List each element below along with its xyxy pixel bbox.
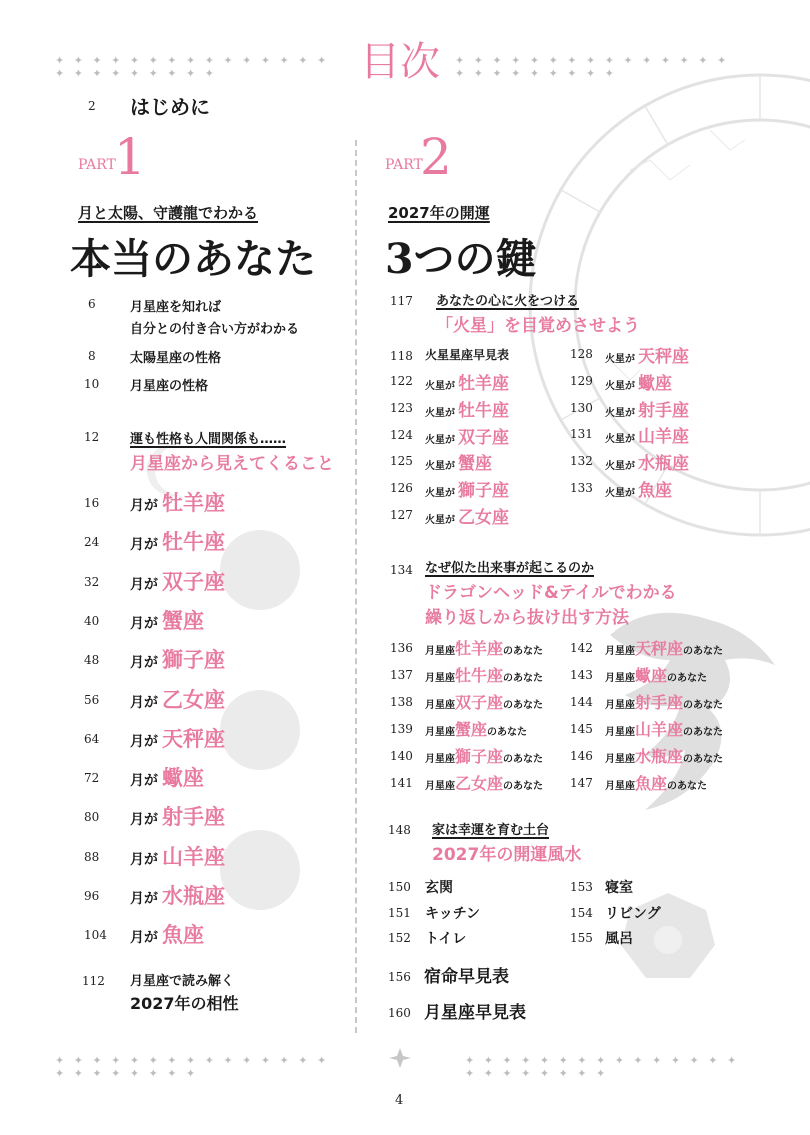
moon-sign-name: 天秤座 [162,726,225,751]
dragon-sign-link[interactable] [425,663,543,686]
mars-prefix: 火星が [425,488,455,500]
moon-sign-name: 蟹座 [162,608,204,633]
part1-label: PART [78,157,116,173]
dragon-prefix: 月星座 [425,646,455,657]
part1-subtitle: 月と太陽、守護龍でわかる [78,204,259,222]
room-link[interactable]: キッチン [425,905,481,922]
dragon-suffix: のあなた [503,781,544,792]
mars-sign-link[interactable] [605,476,672,501]
mars-sign-link[interactable] [425,449,492,474]
room-link[interactable]: リビング [605,905,661,922]
part1-item-num: 6 [88,297,96,311]
room-page-number: 151 [388,905,411,920]
moon-sign-link[interactable] [130,566,225,596]
mars-sign-link[interactable] [605,369,672,394]
mars-sign-link[interactable] [425,476,509,501]
mars-sign-link[interactable] [605,449,689,474]
dragon-sign-name: 山羊座 [635,720,684,739]
mars-page-number: 124 [390,427,413,442]
moon-sign-name: 双子座 [162,569,225,594]
dragon-page-number: 140 [390,749,413,763]
moon-sign-name: 乙女座 [162,687,225,712]
mars-sign-name: 牡牛座 [458,400,509,421]
mars-page-number: 122 [390,374,413,388]
dragon-sign-link[interactable] [425,717,527,740]
part1-item-link[interactable]: 月星座を知れば [130,300,222,315]
dragon-suffix: のあなた [503,673,544,684]
mars-sign-name: 山羊座 [638,427,689,448]
mars-prefix: 火星が [425,461,455,473]
dragon-sign-link[interactable] [425,690,543,713]
moon-sign-link[interactable] [130,880,225,910]
mars-prefix: 火星が [425,407,455,419]
moon-sign-name: 射手座 [162,805,225,830]
moon-prefix: 月が [130,812,158,829]
mars-prefix: 火星が [605,354,635,365]
part1-item-link[interactable]: 太陽星座の性格 [130,351,222,366]
fengshui-highlight-link[interactable]: 2027年の開運風水 [432,845,582,865]
moon-sign-name: 水瓶座 [162,884,225,908]
mars-sign-name: 水瓶座 [638,454,689,475]
part1-number: 1 [114,128,146,186]
dragon-page-number: 145 [570,722,593,736]
dragon-sign-link[interactable] [425,744,543,767]
section-num: 12 [84,430,100,444]
footer-ornament-icon [340,1040,460,1076]
moon-sign-link[interactable] [130,644,225,674]
intro-page-number: 2 [88,99,96,113]
dragon-sign-name: 牡牛座 [455,666,504,685]
moon-page-number: 96 [84,889,100,903]
room-page-number: 150 [388,880,411,894]
moon-page-number: 72 [84,771,100,786]
room-link[interactable]: トイレ [425,931,467,947]
header-star-rule-left: ✦ ✦ ✦ ✦ ✦ ✦ ✦ ✦ ✦ ✦ ✦ ✦ ✦ ✦ ✦ ✦ ✦ ✦ ✦ ✦ ✦ ✦ ✦ ✦ [55,54,330,80]
dragon-prefix: 月星座 [425,700,455,711]
dragon-page-number: 144 [570,695,593,709]
dragon-page-number: 136 [390,641,413,655]
dragon-prefix: 月星座 [605,781,635,792]
mars-prefix: 火星が [425,381,455,392]
room-link[interactable]: 風呂 [605,931,633,947]
mars-page-number: 126 [390,481,413,496]
part2-title: 3つの鍵 [385,235,537,283]
mars-sign-link[interactable] [425,369,509,394]
mars-page-number: 130 [570,400,593,415]
moon-prefix: 月が [130,773,158,790]
dragon-prefix: 月星座 [605,727,635,738]
part1-item-link[interactable]: 月星座の性格 [130,379,209,394]
moon-prefix: 月が [130,615,158,632]
dragon-sign-name: 蟹座 [455,720,488,739]
dragon-sign-name: 蠍座 [635,666,668,685]
part1-item-num: 8 [88,349,96,363]
moon-sign-link[interactable] [130,919,204,949]
moon-prefix: 月が [130,891,158,907]
dragon-prefix: 月星座 [605,673,635,684]
moon-prefix: 月が [130,930,158,947]
footer-star-rule-left: ✦ ✦ ✦ ✦ ✦ ✦ ✦ ✦ ✦ ✦ ✦ ✦ ✦ ✦ ✦ ✦ ✦ ✦ ✦ ✦ ✦ ✦ ✦ [55,1054,330,1080]
dragon-page-number: 137 [390,668,413,682]
page-number: 4 [395,1093,404,1108]
mars-page-number: 123 [390,400,413,415]
moon-page-number: 48 [84,653,100,668]
moon-sign-link[interactable] [130,801,225,831]
moon-sign-name: 獅子座 [162,648,225,673]
mars-sign-link[interactable] [605,342,689,367]
dragon-sign-name: 水瓶座 [635,747,684,766]
intro-link[interactable]: はじめに [130,95,210,119]
mars-page-number: 133 [570,481,593,495]
dragon-suffix: のあなた [503,646,544,657]
moon-sign-link[interactable] [130,841,225,871]
dragon-sign-name: 双子座 [455,693,504,712]
dragon-suffix: のあなた [683,646,724,657]
dragon-suffix: のあなた [667,673,708,684]
part1-item-link-line2[interactable]: 自分との付き合い方がわかる [130,322,300,337]
moon-sign-link[interactable] [130,526,225,556]
moon-sign-link[interactable] [130,487,225,517]
room-page-number: 154 [570,905,593,920]
dragon-page-number: 138 [390,695,413,709]
dragon-prefix: 月星座 [605,646,635,657]
room-page-number: 153 [570,880,593,894]
section-highlight-link[interactable]: 月星座から見えてくること [130,454,334,474]
moon-prefix: 月が [130,733,158,750]
dragon-highlight-link-line2[interactable]: 繰り返しから抜け出す方法 [425,608,629,628]
part1-title: 本当のあなた [70,235,316,283]
moon-page-number: 40 [84,613,100,628]
moon-page-number: 24 [84,535,100,550]
mars-prefix: 火星が [605,488,635,499]
dragon-suffix: のあなた [487,727,528,738]
dragon-prefix: 月星座 [425,754,455,765]
dragon-page-number: 142 [570,641,593,655]
mars-sign-name: 獅子座 [458,481,509,502]
moon-sign-link[interactable] [130,762,204,792]
dragon-sign-name: 射手座 [635,693,684,712]
header-star-rule-right: ✦ ✦ ✦ ✦ ✦ ✦ ✦ ✦ ✦ ✦ ✦ ✦ ✦ ✦ ✦ ✦ ✦ ✦ ✦ ✦ ✦ ✦ ✦ ✦ [455,54,730,80]
moon-sign-name: 牡羊座 [162,491,225,515]
mars-sign-link[interactable] [425,396,509,421]
moon-page-number: 88 [84,849,100,864]
moon-page-number: 104 [84,928,107,943]
mars-page-number: 125 [390,454,413,469]
moon-prefix: 月が [130,498,158,514]
dragon-page-number: 141 [390,776,413,790]
dragon-suffix: のあなた [667,781,708,792]
compat-link[interactable]: 月星座で読み解く [130,974,235,989]
moon-prefix: 月が [130,576,158,593]
dragon-prefix: 月星座 [425,673,455,684]
dragon-suffix: のあなた [683,754,724,765]
moon-sign-link[interactable] [130,723,225,753]
dragon-sign-name: 魚座 [635,774,668,793]
mars-prefix: 火星が [605,434,635,446]
moon-sign-name: 蠍座 [162,766,204,791]
moon-sign-name: 山羊座 [162,844,225,869]
dragon-page-number: 146 [570,749,593,763]
moon-page-number: 16 [84,496,100,510]
dragon-page-number: 139 [390,722,413,736]
mars-sign-link[interactable] [425,423,509,448]
mars-prefix: 火星が [605,380,635,392]
dragon-highlight-link[interactable]: ドラゴンヘッド&テイルでわかる [425,583,677,603]
room-page-number: 155 [570,931,593,945]
dragon-sign-link[interactable] [425,771,543,794]
part2-number: 2 [420,128,452,186]
moon-prefix: 月が [130,694,158,711]
dragon-prefix: 月星座 [605,700,635,711]
dragon-sign-link[interactable] [605,771,707,794]
moon-prefix: 月が [130,655,158,672]
moon-prefix: 月が [130,851,158,868]
moon-sign-name: 魚座 [162,923,204,948]
mars-page-number: 132 [570,454,593,469]
mars-sign-name: 射手座 [638,400,689,421]
dragon-sign-name: 牡羊座 [455,639,504,658]
dragon-lead: なぜ似た出来事が起こるのか [425,561,595,576]
moon-sign-name: 牡牛座 [162,530,225,555]
table-num: 156 [388,970,411,984]
compat-link-line2[interactable]: 2027年の相性 [130,994,239,1013]
room-link[interactable]: 寝室 [605,880,633,896]
dragon-suffix: のあなた [503,700,544,711]
dragon-sign-link[interactable] [605,690,723,713]
fengshui-num: 148 [388,823,411,837]
dragon-suffix: のあなた [503,754,544,765]
moon-sign-link[interactable] [130,605,204,635]
mars-sign-link[interactable] [605,422,689,447]
moon-page-number: 64 [84,731,100,746]
part2-label: PART [385,157,423,173]
mars-sign-name: 牡羊座 [458,374,509,394]
table-num: 160 [388,1006,411,1020]
moon-sign-link[interactable] [130,684,225,714]
mars-sign-name: 乙女座 [458,508,509,528]
mars-prefix: 火星が [425,434,455,446]
moon-page-number: 32 [84,574,100,589]
mars-page-number: 127 [390,508,413,522]
dragon-sign-link[interactable] [605,663,707,686]
mars-sign-name: 蟹座 [458,454,492,475]
dragon-sign-link[interactable] [605,636,723,659]
table-link[interactable]: 宿命早見表 [424,967,509,987]
dragon-page-number: 147 [570,776,593,790]
dragon-suffix: のあなた [683,727,724,738]
mars-page-number: 128 [570,347,593,361]
footer-star-rule-right: ✦ ✦ ✦ ✦ ✦ ✦ ✦ ✦ ✦ ✦ ✦ ✦ ✦ ✦ ✦ ✦ ✦ ✦ ✦ ✦ ✦ ✦ ✦ [465,1054,740,1080]
column-divider [355,140,357,1033]
section-lead: 運も性格も人間関係も…… [130,432,287,447]
mars-prefix: 火星が [605,407,635,419]
dragon-sign-name: 獅子座 [455,747,504,766]
dragon-prefix: 月星座 [425,781,455,792]
moon-page-number: 80 [84,810,100,825]
mars-sign-name: 蠍座 [638,373,672,394]
dragon-sign-name: 天秤座 [635,639,684,658]
mars-sign-name: 魚座 [638,481,672,501]
moon-page-number: 56 [84,692,100,707]
mars-sign-name: 天秤座 [638,347,689,367]
mars-sign-name: 双子座 [458,427,509,448]
dragon-num: 134 [390,563,413,577]
room-link[interactable]: 玄関 [425,880,453,896]
compat-num: 112 [82,974,105,988]
mars-num: 117 [390,294,413,308]
mars-highlight-link[interactable]: 「火星」を目覚めさせよう [436,316,640,336]
mars-prefix: 火星が [605,461,635,473]
fengshui-lead: 家は幸運を育む土台 [432,823,550,838]
dragon-sign-name: 乙女座 [455,774,504,793]
dragon-sign-link[interactable] [605,744,723,767]
dragon-prefix: 月星座 [605,754,635,765]
mars-prefix: 火星が [425,515,455,526]
mars-sign-link[interactable] [605,396,689,421]
dragon-sign-link[interactable] [605,717,723,740]
mars-page-number: 131 [570,427,593,442]
dragon-page-number: 143 [570,668,593,682]
mars-lead: あなたの心に火をつける [436,294,580,309]
moon-prefix: 月が [130,537,158,554]
room-page-number: 152 [388,931,411,945]
mars-quick-num: 118 [390,349,413,363]
table-link[interactable]: 月星座早見表 [424,1003,526,1023]
mars-page-number: 129 [570,373,593,388]
dragon-prefix: 月星座 [425,727,455,738]
dragon-suffix: のあなた [683,700,724,711]
mars-quick-link[interactable]: 火星星座早見表 [425,348,510,362]
mars-sign-link[interactable] [425,503,509,528]
part2-subtitle: 2027年の開運 [388,204,490,222]
dragon-sign-link[interactable] [425,636,543,659]
page-title: 目次 [360,39,440,85]
part1-item-num: 10 [84,377,100,391]
